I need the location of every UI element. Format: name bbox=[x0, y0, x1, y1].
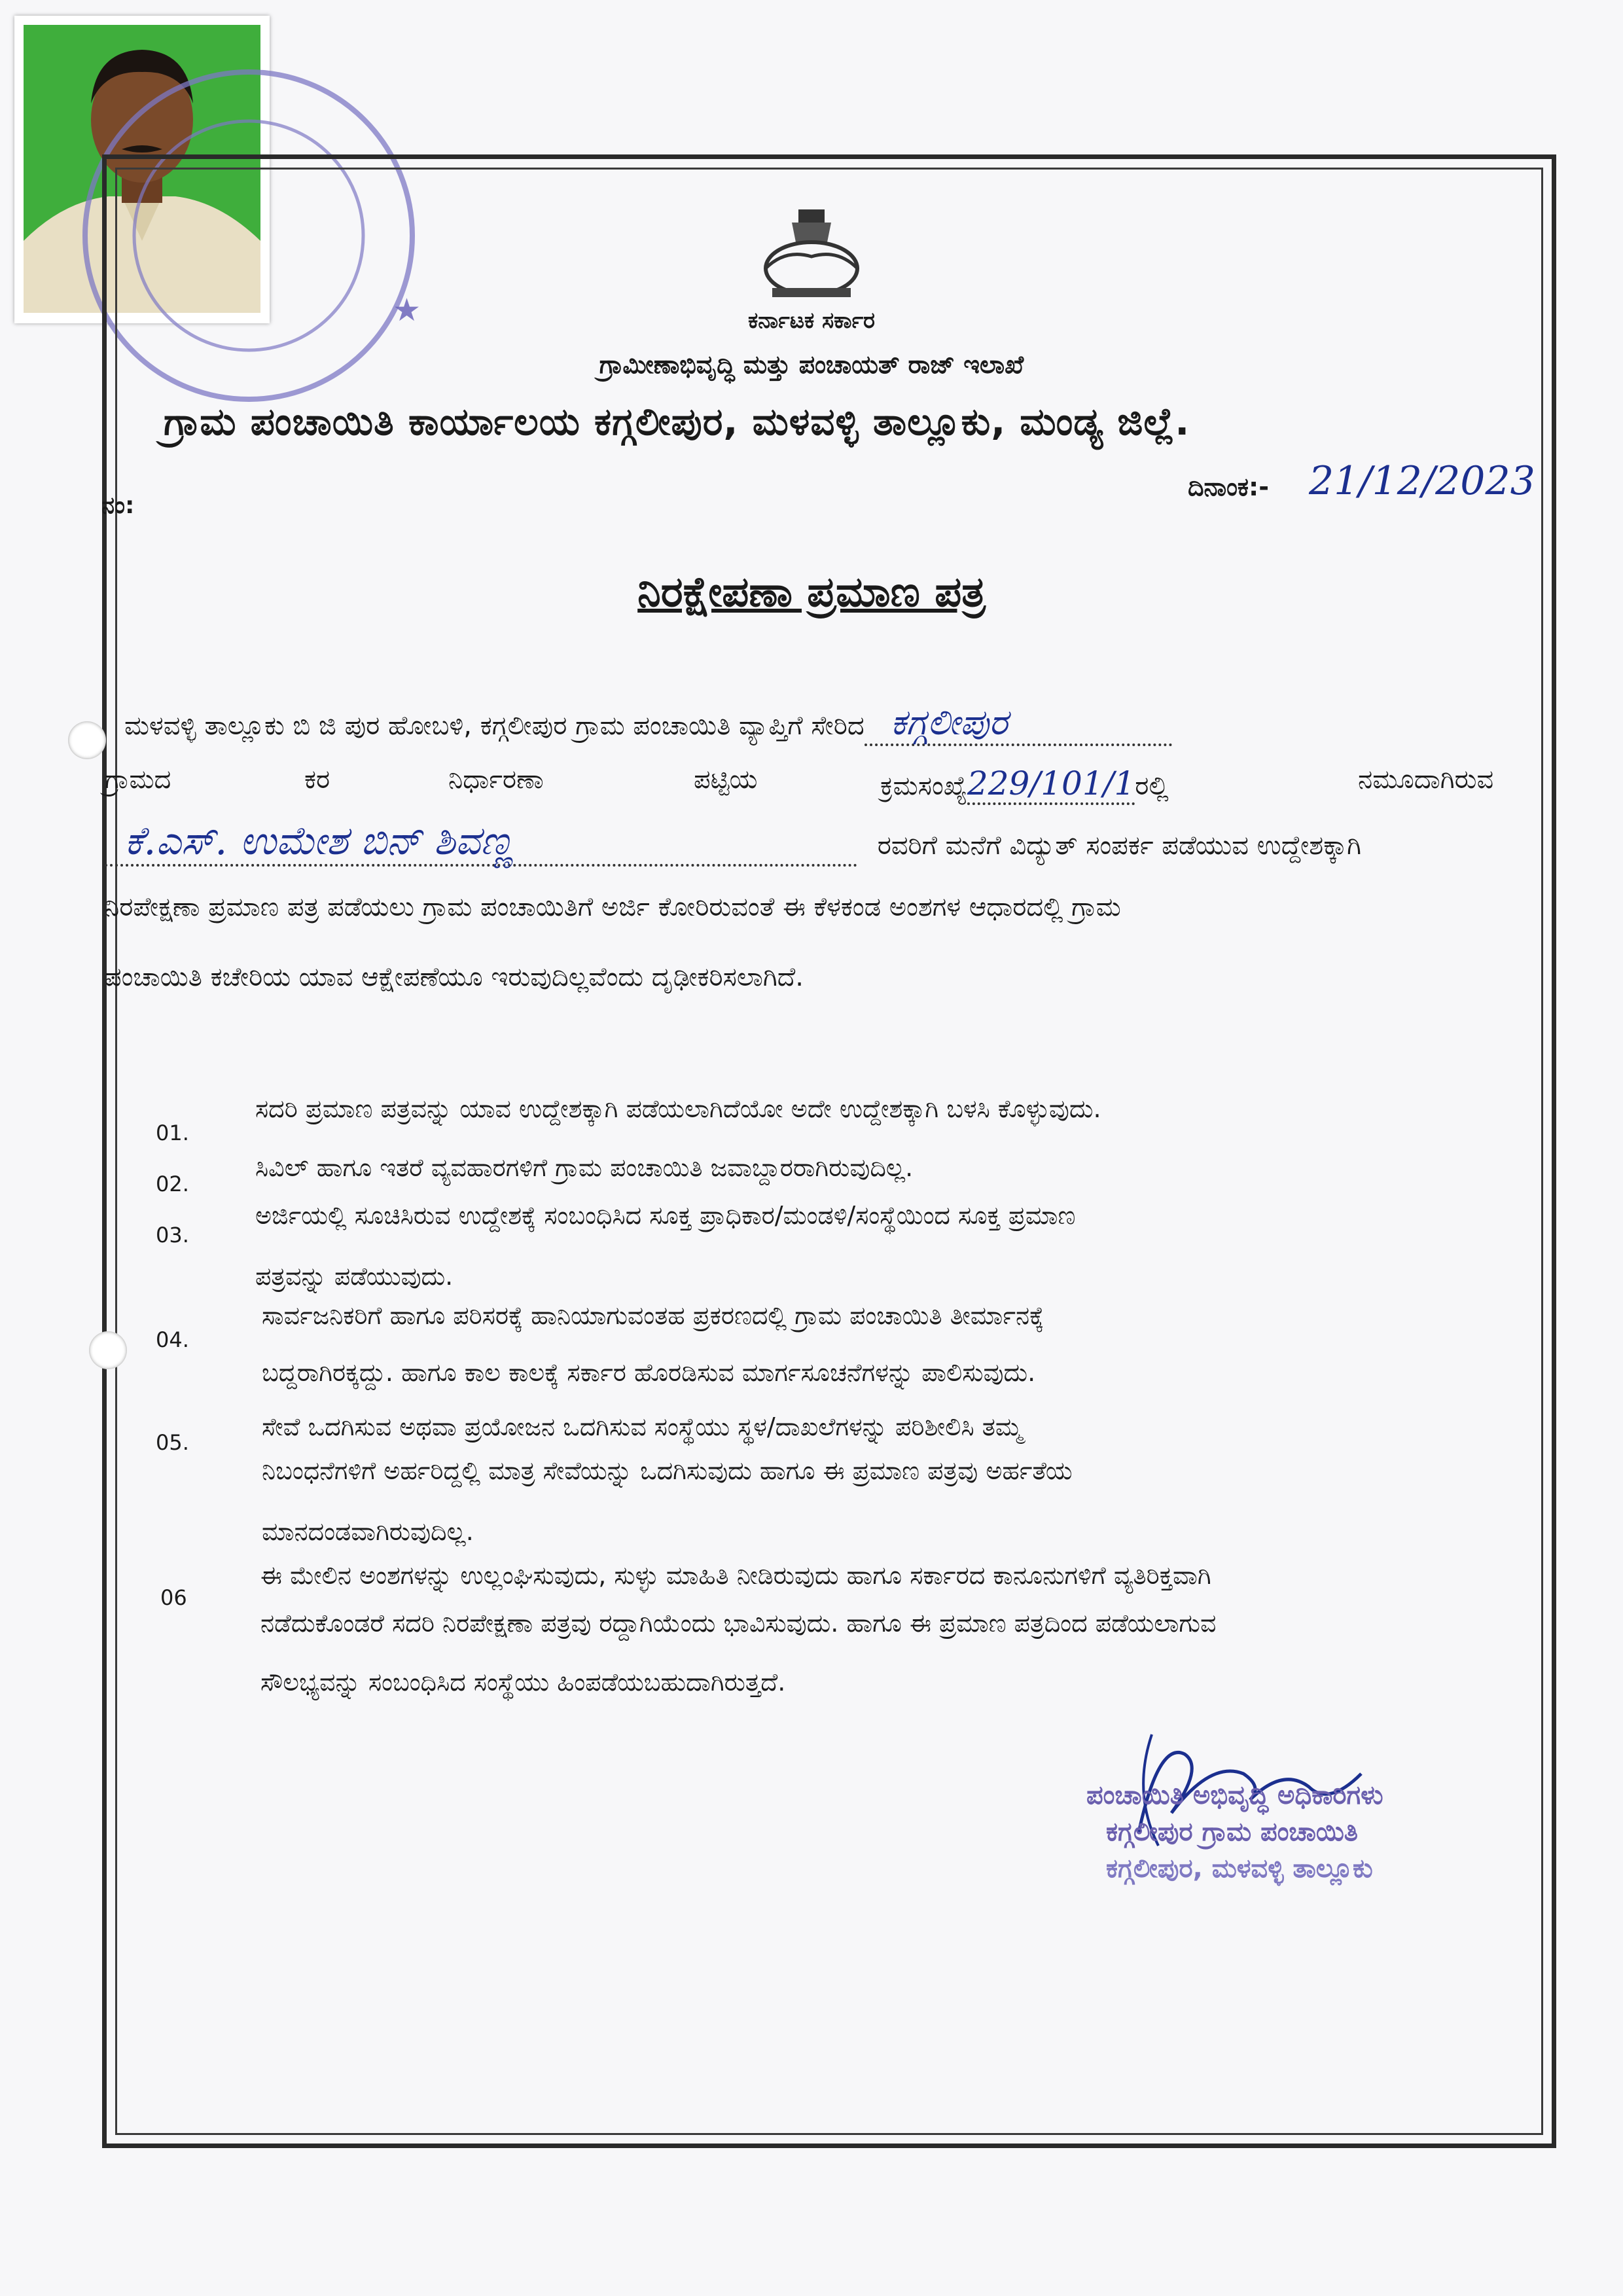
assessment-serial-handwritten: 229/101/1 bbox=[967, 764, 1135, 802]
condition-text-5b: ನಿಬಂಧನೆಗಳಿಗೆ ಅರ್ಹರಿದ್ದಲ್ಲಿ ಮಾತ್ರ ಸೇವೆಯನ್ನು ಒದಗಿಸುವುದು ಹಾಗೂ ಈ ಪ್ರಮಾಣ ಪತ್ರವು ಅರ್ಹತೆಯ bbox=[262, 1456, 1073, 1485]
stamp-line-place: ಕಗ್ಗಲೀಪುರ, ಮಳವಳ್ಳಿ ತಾಲ್ಲೂಕು bbox=[1106, 1854, 1373, 1884]
condition-text-4b: ಬದ್ದರಾಗಿರಕ್ಕದ್ದು. ಹಾಗೂ ಕಾಲ ಕಾಲಕ್ಕೆ ಸರ್ಕಾರ ಹೊರಡಿಸುವ ಮಾರ್ಗಸೂಚನೆಗಳನ್ನು ಪಾಲಿಸುವುದು. bbox=[262, 1358, 1036, 1387]
condition-text-5a: ಸೇವೆ ಒದಗಿಸುವ ಅಥವಾ ಪ್ರಯೋಜನ ಒದಗಿಸುವ ಸಂಸ್ಥೆಯು ಸ್ಥಳ/ದಾಖಲೆಗಳನ್ನು ಪರಿಶೀಲಿಸಿ ತಮ್ಮ bbox=[262, 1412, 1023, 1441]
applicant-name-handwritten: ಕೆ.ಎಸ್. ಉಮೇಶ ಬಿನ್ ಶಿವಣ್ಣ bbox=[124, 818, 514, 864]
condition-number-2: 02. bbox=[156, 1172, 189, 1196]
body-line-4: ನಿರಪೇಕ್ಷಣಾ ಪ್ರಮಾಣ ಪತ್ರ ಪಡೆಯಲು ಗ್ರಾಮ ಪಂಚಾಯಿತಿಗೆ ಅರ್ಜಿ ಕೋರಿರುವಂತೆ ಈ ಕೆಳಕಂಡ ಅಂಶಗಳ ಆಧಾರದಲ್ಲಿ ಗ್ರಾಮ bbox=[105, 892, 1121, 922]
date-label: ದಿನಾಂಕ:- bbox=[1188, 473, 1269, 501]
date-value-handwritten: 21/12/2023 bbox=[1309, 458, 1535, 504]
condition-number-1: 01. bbox=[156, 1121, 189, 1145]
condition-text-6a: ಈ ಮೇಲಿನ ಅಂಶಗಳನ್ನು ಉಲ್ಲಂಘಿಸುವುದು, ಸುಳ್ಳು ಮಾಹಿತಿ ನೀಡಿರುವುದು ಹಾಗೂ ಸರ್ಕಾರದ ಕಾನೂನುಗಳಿಗೆ ವ್ಯತಿರಿಕ್ತವಾಗಿ bbox=[260, 1561, 1211, 1590]
condition-number-3: 03. bbox=[156, 1223, 189, 1247]
condition-text-6c: ಸೌಲಭ್ಯವನ್ನು ಸಂಬಂಧಿಸಿದ ಸಂಸ್ಥೆಯು ಹಿಂಪಡೆಯಬಹುದಾಗಿರುತ್ತದೆ. bbox=[260, 1668, 786, 1696]
condition-text-5c: ಮಾನದಂಡವಾಗಿರುವುದಿಲ್ಲ. bbox=[262, 1517, 474, 1546]
office-address: ಗ್ರಾಮ ಪಂಚಾಯಿತಿ ಕಾರ್ಯಾಲಯ ಕಗ್ಗಲೀಪುರ, ಮಳವಳ್ಳಿ ತಾಲ್ಲೂಕು, ಮಂಡ್ಯ ಜಿಲ್ಲೆ. bbox=[164, 399, 1190, 444]
condition-text-4a: ಸಾರ್ವಜನಿಕರಿಗೆ ಹಾಗೂ ಪರಿಸರಕ್ಕೆ ಹಾನಿಯಾಗುವಂತಹ ಪ್ರಕರಣದಲ್ಲಿ ಗ್ರಾಮ ಪಂಚಾಯಿತಿ ತೀರ್ಮಾನಕ್ಕೆ bbox=[262, 1301, 1044, 1330]
hole-punch-bottom bbox=[89, 1331, 127, 1369]
hole-punch-top bbox=[68, 721, 106, 759]
condition-text-6b: ನಡೆದುಕೊಂಡರೆ ಸದರಿ ನಿರಪೇಕ್ಷಣಾ ಪತ್ರವು ರದ್ದಾಗಿಯೆಂದು ಭಾವಿಸುವುದು. ಹಾಗೂ ಈ ಪ್ರಮಾಣ ಪತ್ರದಿಂದ ಪಡೆಯಲಾಗುವ bbox=[260, 1609, 1217, 1638]
officer-stamp bbox=[1073, 1780, 1383, 1884]
condition-number-5: 05. bbox=[156, 1430, 189, 1455]
certificate-title: ನಿರಕ್ಷೇಪಣಾ ಪ್ರಮಾಣ ಪತ್ರ bbox=[637, 568, 986, 617]
condition-number-4: 04. bbox=[156, 1327, 189, 1352]
condition-text-3b: ಪತ್ರವನ್ನು ಪಡೆಯುವುದು. bbox=[255, 1262, 454, 1291]
government-name: ಕರ್ನಾಟಕ ಸರ್ಕಾರ bbox=[747, 308, 876, 334]
body-line-1: ಮಳವಳ್ಳಿ ತಾಲ್ಲೂಕು ಬಿ ಜಿ ಪುರ ಹೋಬಳಿ, ಕಗ್ಗಲೀಪುರ ಗ್ರಾಮ ಪಂಚಾಯಿತಿ ವ್ಯಾಪ್ತಿಗೆ ಸೇರಿದ ಕಗ್ಗಲೀಪುರ bbox=[124, 702, 1172, 746]
body-line-3: ಕೆ.ಎಸ್. ಉಮೇಶ ಬಿನ್ ಶಿವಣ್ಣ ರವರಿಗೆ ಮನೆಗೆ ವಿದ್ಯುತ್ ಸಂಪರ್ಕ ಪಡೆಯುವ ಉದ್ದೇಶಕ್ಕಾಗಿ bbox=[105, 818, 1361, 867]
reference-number-label: ನಂ: bbox=[101, 492, 135, 519]
stamp-line-panchayat: ಕಗ್ಗಲೀಪುರ ಗ್ರಾಮ ಪಂಚಾಯಿತಿ bbox=[1106, 1817, 1359, 1847]
svg-text:★: ★ bbox=[393, 292, 421, 329]
condition-text-1: ಸದರಿ ಪ್ರಮಾಣ ಪತ್ರವನ್ನು ಯಾವ ಉದ್ದೇಶಕ್ಕಾಗಿ ಪಡೆಯಲಾಗಿದೆಯೋ ಅದೇ ಉದ್ದೇಶಕ್ಕಾಗಿ ಬಳಸಿ ಕೊಳ್ಳುವುದು. bbox=[255, 1094, 1101, 1123]
department-name: ಗ್ರಾಮೀಣಾಭಿವೃದ್ಧಿ ಮತ್ತು ಪಂಚಾಯತ್ ರಾಜ್ ಇಲಾಖೆ bbox=[599, 350, 1024, 379]
body-line-5: ಪಂಚಾಯಿತಿ ಕಚೇರಿಯ ಯಾವ ಆಕ್ಷೇಪಣೆಯೂ ಇರುವುದಿಲ್ಲವೆಂದು ದೃಢೀಕರಿಸಲಾಗಿದೆ. bbox=[105, 962, 804, 992]
condition-text-2: ಸಿವಿಲ್ ಹಾಗೂ ಇತರೆ ವ್ಯವಹಾರಗಳಿಗೆ ಗ್ರಾಮ ಪಂಚಾಯಿತಿ ಜವಾಬ್ದಾರರಾಗಿರುವುದಿಲ್ಲ. bbox=[255, 1153, 914, 1182]
stamp-line-designation: ಪಂಚಾಯಿತಿ ಅಭಿವೃದ್ಧಿ ಅಧಿಕಾರಿಗಳು bbox=[1086, 1780, 1383, 1810]
village-name-handwritten: ಕಗ್ಗಲೀಪುರ bbox=[890, 702, 1008, 743]
condition-number-6: 06 bbox=[160, 1585, 187, 1610]
condition-text-3a: ಅರ್ಜಿಯಲ್ಲಿ ಸೂಚಿಸಿರುವ ಉದ್ದೇಶಕ್ಕೆ ಸಂಬಂಧಿಸಿದ ಸೂಕ್ತ ಪ್ರಾಧಿಕಾರ/ಮಂಡಳಿ/ಸಂಸ್ಥೆಯಿಂದ ಸೂಕ್ತ ಪ್ರಮಾಣ bbox=[255, 1201, 1076, 1230]
